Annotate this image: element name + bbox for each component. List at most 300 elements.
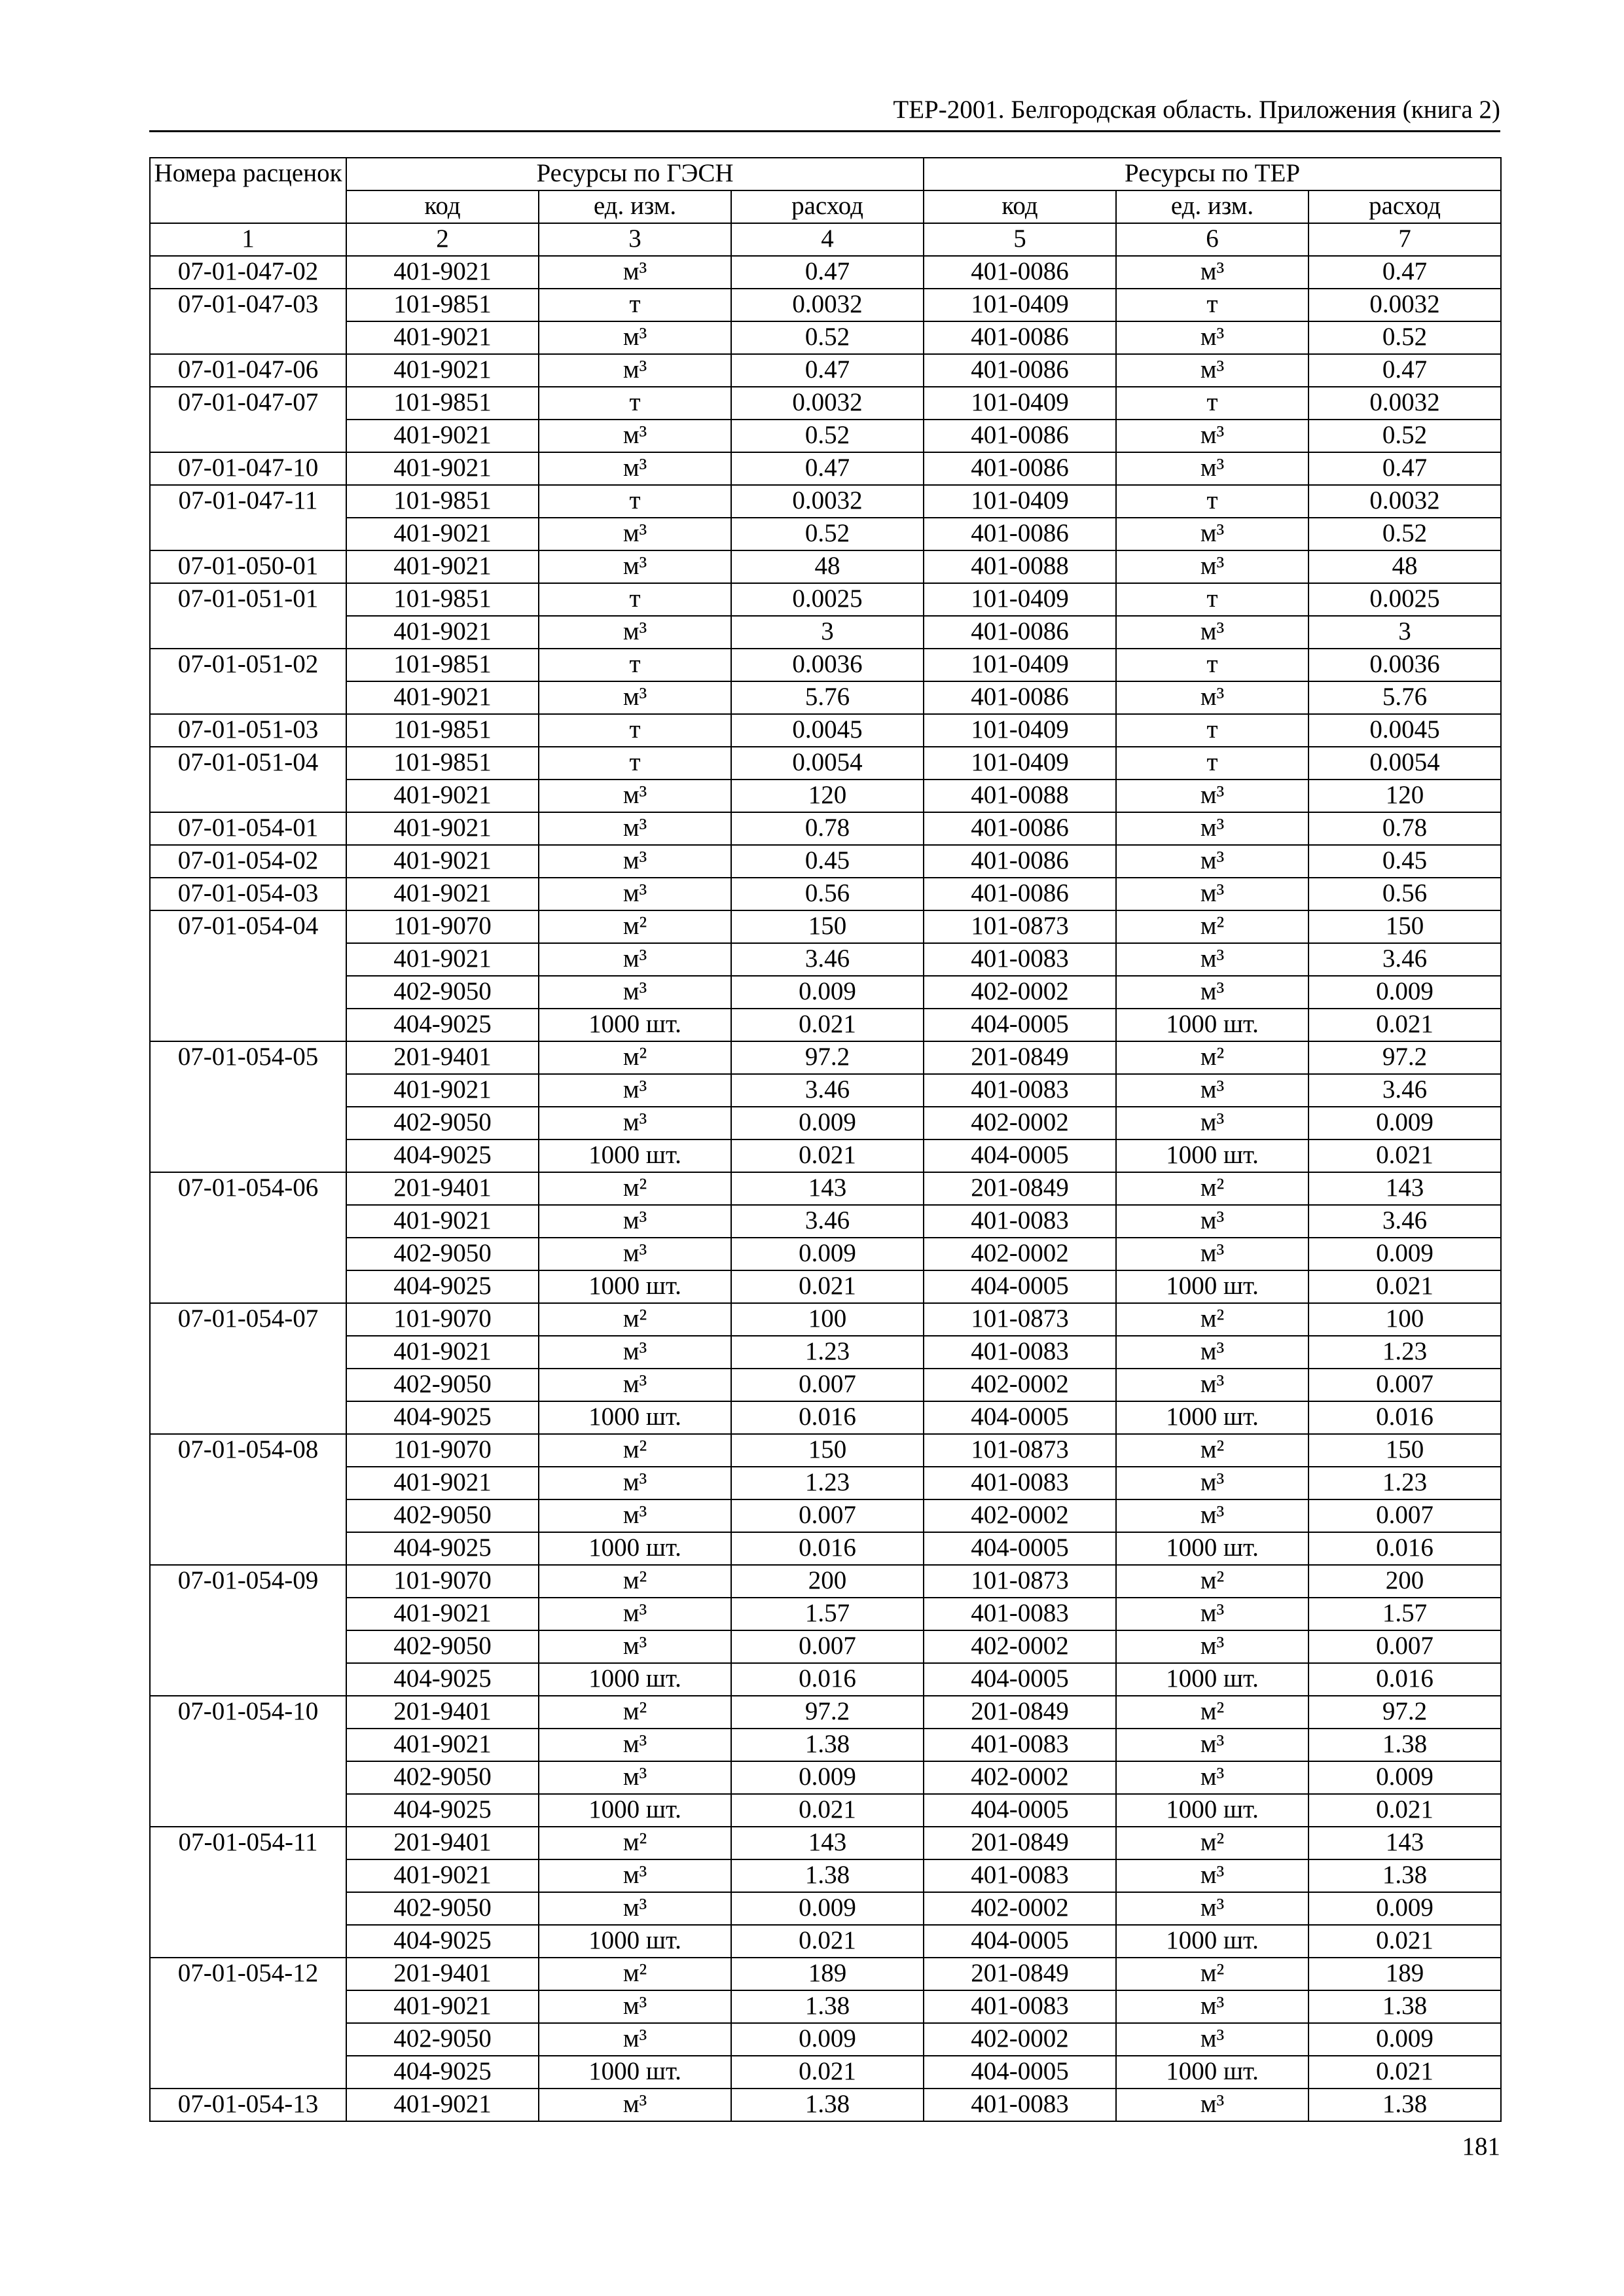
gesn-qty-cell: 150 xyxy=(731,910,924,943)
rate-number-cell-continued xyxy=(150,1336,346,1369)
ter-code-cell: 201-0849 xyxy=(924,1041,1116,1074)
ter-code-cell: 201-0849 xyxy=(924,1958,1116,1990)
gesn-qty-cell: 0.0025 xyxy=(731,583,924,616)
gesn-code-cell: 401-9021 xyxy=(346,452,539,485)
ter-unit-cell: м³ xyxy=(1116,616,1308,649)
gesn-qty-cell: 1.38 xyxy=(731,2089,924,2121)
gesn-code-cell: 101-9851 xyxy=(346,649,539,681)
rate-number-cell-continued xyxy=(150,1729,346,1761)
gesn-unit-cell: м² xyxy=(539,1827,731,1859)
ter-unit-cell: м³ xyxy=(1116,321,1308,354)
gesn-unit-cell: м³ xyxy=(539,1074,731,1107)
gesn-unit-cell: м³ xyxy=(539,1369,731,1401)
ter-unit-cell: 1000 шт. xyxy=(1116,1139,1308,1172)
ter-unit-cell: м³ xyxy=(1116,845,1308,878)
gesn-code-cell: 401-9021 xyxy=(346,1990,539,2023)
ter-unit-cell: 1000 шт. xyxy=(1116,1401,1308,1434)
ter-qty-cell: 0.016 xyxy=(1308,1532,1501,1565)
gesn-code-cell: 401-9021 xyxy=(346,354,539,387)
ter-unit-cell: м³ xyxy=(1116,1598,1308,1630)
gesn-code-cell: 401-9021 xyxy=(346,1598,539,1630)
table-row xyxy=(150,1859,1501,1892)
ter-unit-cell: м³ xyxy=(1116,1074,1308,1107)
table-row xyxy=(150,1761,1501,1794)
ter-qty-cell: 0.0036 xyxy=(1308,649,1501,681)
gesn-qty-cell: 150 xyxy=(731,1434,924,1467)
ter-unit-cell: м³ xyxy=(1116,1369,1308,1401)
gesn-qty-cell: 0.021 xyxy=(731,1009,924,1041)
ter-code-cell: 401-0086 xyxy=(924,518,1116,550)
gesn-unit-cell: м³ xyxy=(539,1499,731,1532)
ter-qty-cell: 1.38 xyxy=(1308,2089,1501,2121)
gesn-code-cell: 402-9050 xyxy=(346,1761,539,1794)
gesn-unit-cell: м³ xyxy=(539,1892,731,1925)
table-row xyxy=(150,943,1501,976)
ter-qty-cell: 0.0032 xyxy=(1308,485,1501,518)
ter-code-cell: 401-0086 xyxy=(924,420,1116,452)
header-gesn-qty: расход xyxy=(731,190,924,223)
ter-code-cell: 101-0409 xyxy=(924,714,1116,747)
rate-number-cell-continued xyxy=(150,1892,346,1925)
ter-qty-cell: 1.38 xyxy=(1308,1859,1501,1892)
gesn-unit-cell: м³ xyxy=(539,943,731,976)
gesn-code-cell: 101-9851 xyxy=(346,387,539,420)
gesn-unit-cell: м³ xyxy=(539,878,731,910)
gesn-qty-cell: 97.2 xyxy=(731,1696,924,1729)
gesn-qty-cell: 0.78 xyxy=(731,812,924,845)
gesn-code-cell: 404-9025 xyxy=(346,1925,539,1958)
ter-code-cell: 401-0088 xyxy=(924,550,1116,583)
gesn-qty-cell: 0.009 xyxy=(731,1238,924,1270)
rate-number-cell: 07-01-054-04 xyxy=(150,910,346,943)
ter-unit-cell: 1000 шт. xyxy=(1116,1270,1308,1303)
ter-qty-cell: 0.009 xyxy=(1308,1238,1501,1270)
gesn-unit-cell: м³ xyxy=(539,780,731,812)
rate-number-cell-continued xyxy=(150,976,346,1009)
gesn-qty-cell: 0.47 xyxy=(731,256,924,289)
gesn-unit-cell: м³ xyxy=(539,1990,731,2023)
ter-code-cell: 101-0409 xyxy=(924,747,1116,780)
gesn-unit-cell: т xyxy=(539,747,731,780)
gesn-qty-cell: 0.0036 xyxy=(731,649,924,681)
gesn-code-cell: 101-9851 xyxy=(346,583,539,616)
ter-unit-cell: м³ xyxy=(1116,1499,1308,1532)
rate-number-cell-continued xyxy=(150,1630,346,1663)
header-gesn-unit: ед. изм. xyxy=(539,190,731,223)
gesn-unit-cell: м³ xyxy=(539,354,731,387)
page-number: 181 xyxy=(1462,2132,1500,2161)
gesn-code-cell: 201-9401 xyxy=(346,1696,539,1729)
rate-number-cell-continued xyxy=(150,681,346,714)
gesn-qty-cell: 1.23 xyxy=(731,1336,924,1369)
ter-qty-cell: 100 xyxy=(1308,1303,1501,1336)
gesn-unit-cell: м² xyxy=(539,1434,731,1467)
rate-number-cell: 07-01-047-11 xyxy=(150,485,346,518)
ter-qty-cell: 0.021 xyxy=(1308,1009,1501,1041)
ter-unit-cell: т xyxy=(1116,485,1308,518)
gesn-code-cell: 402-9050 xyxy=(346,2023,539,2056)
ter-qty-cell: 0.78 xyxy=(1308,812,1501,845)
rate-number-cell-continued xyxy=(150,1532,346,1565)
gesn-code-cell: 401-9021 xyxy=(346,550,539,583)
gesn-unit-cell: т xyxy=(539,289,731,321)
ter-unit-cell: м³ xyxy=(1116,1467,1308,1499)
ter-unit-cell: м³ xyxy=(1116,1238,1308,1270)
ter-code-cell: 201-0849 xyxy=(924,1827,1116,1859)
gesn-unit-cell: м² xyxy=(539,1565,731,1598)
gesn-code-cell: 201-9401 xyxy=(346,1041,539,1074)
ter-code-cell: 402-0002 xyxy=(924,976,1116,1009)
ter-unit-cell: 1000 шт. xyxy=(1116,1532,1308,1565)
ter-unit-cell: м³ xyxy=(1116,780,1308,812)
table-row xyxy=(150,1467,1501,1499)
rate-number-cell-continued xyxy=(150,2023,346,2056)
gesn-qty-cell: 1.57 xyxy=(731,1598,924,1630)
gesn-unit-cell: м³ xyxy=(539,812,731,845)
ter-unit-cell: т xyxy=(1116,387,1308,420)
ter-qty-cell: 200 xyxy=(1308,1565,1501,1598)
gesn-code-cell: 401-9021 xyxy=(346,321,539,354)
gesn-unit-cell: м³ xyxy=(539,1859,731,1892)
rate-number-cell: 07-01-054-08 xyxy=(150,1434,346,1467)
ter-code-cell: 402-0002 xyxy=(924,2023,1116,2056)
ter-unit-cell: м³ xyxy=(1116,812,1308,845)
table-row xyxy=(150,1958,1501,1990)
gesn-qty-cell: 1.38 xyxy=(731,1729,924,1761)
rate-number-cell: 07-01-054-01 xyxy=(150,812,346,845)
gesn-qty-cell: 0.009 xyxy=(731,1892,924,1925)
rate-number-cell: 07-01-054-12 xyxy=(150,1958,346,1990)
table-row xyxy=(150,1827,1501,1859)
rate-number-cell-continued xyxy=(150,616,346,649)
rate-number-cell-continued xyxy=(150,1205,346,1238)
table-row xyxy=(150,485,1501,518)
ter-qty-cell: 3.46 xyxy=(1308,1205,1501,1238)
gesn-code-cell: 401-9021 xyxy=(346,878,539,910)
gesn-qty-cell: 0.021 xyxy=(731,2056,924,2089)
gesn-qty-cell: 0.007 xyxy=(731,1499,924,1532)
table-row xyxy=(150,1794,1501,1827)
gesn-qty-cell: 0.021 xyxy=(731,1139,924,1172)
gesn-unit-cell: м³ xyxy=(539,1336,731,1369)
ter-code-cell: 402-0002 xyxy=(924,1107,1116,1139)
ter-unit-cell: м³ xyxy=(1116,1859,1308,1892)
gesn-qty-cell: 0.009 xyxy=(731,2023,924,2056)
ter-qty-cell: 3.46 xyxy=(1308,1074,1501,1107)
gesn-unit-cell: м³ xyxy=(539,1729,731,1761)
gesn-code-cell: 201-9401 xyxy=(346,1827,539,1859)
table-row xyxy=(150,1270,1501,1303)
table-row xyxy=(150,420,1501,452)
rate-number-cell-continued xyxy=(150,1499,346,1532)
ter-qty-cell: 0.009 xyxy=(1308,1892,1501,1925)
gesn-code-cell: 101-9851 xyxy=(346,485,539,518)
table-row xyxy=(150,714,1501,747)
ter-unit-cell: 1000 шт. xyxy=(1116,1794,1308,1827)
table-row xyxy=(150,976,1501,1009)
table-row xyxy=(150,1565,1501,1598)
gesn-unit-cell: м³ xyxy=(539,518,731,550)
rate-number-cell-continued xyxy=(150,2056,346,2089)
ter-code-cell: 101-0873 xyxy=(924,1434,1116,1467)
ter-qty-cell: 120 xyxy=(1308,780,1501,812)
ter-unit-cell: 1000 шт. xyxy=(1116,1663,1308,1696)
ter-unit-cell: м³ xyxy=(1116,1761,1308,1794)
ter-code-cell: 401-0088 xyxy=(924,780,1116,812)
column-number: 2 xyxy=(346,223,539,256)
ter-code-cell: 101-0409 xyxy=(924,649,1116,681)
ter-qty-cell: 0.016 xyxy=(1308,1663,1501,1696)
table-row xyxy=(150,1990,1501,2023)
ter-unit-cell: 1000 шт. xyxy=(1116,2056,1308,2089)
table-row xyxy=(150,910,1501,943)
gesn-code-cell: 401-9021 xyxy=(346,681,539,714)
ter-code-cell: 401-0083 xyxy=(924,1205,1116,1238)
gesn-code-cell: 401-9021 xyxy=(346,420,539,452)
column-numbers-row xyxy=(150,223,1501,256)
ter-qty-cell: 1.23 xyxy=(1308,1336,1501,1369)
ter-code-cell: 401-0086 xyxy=(924,878,1116,910)
ter-qty-cell: 150 xyxy=(1308,1434,1501,1467)
table-row xyxy=(150,1238,1501,1270)
column-number: 4 xyxy=(731,223,924,256)
gesn-qty-cell: 0.016 xyxy=(731,1401,924,1434)
rate-number-cell: 07-01-054-02 xyxy=(150,845,346,878)
gesn-code-cell: 402-9050 xyxy=(346,976,539,1009)
table-row xyxy=(150,1532,1501,1565)
rate-number-cell-continued xyxy=(150,943,346,976)
gesn-code-cell: 101-9851 xyxy=(346,714,539,747)
ter-qty-cell: 0.021 xyxy=(1308,1270,1501,1303)
table-row xyxy=(150,1369,1501,1401)
gesn-qty-cell: 0.021 xyxy=(731,1270,924,1303)
table-row xyxy=(150,1074,1501,1107)
ter-unit-cell: м³ xyxy=(1116,550,1308,583)
ter-qty-cell: 1.57 xyxy=(1308,1598,1501,1630)
ter-qty-cell: 0.009 xyxy=(1308,1107,1501,1139)
rate-number-cell-continued xyxy=(150,1761,346,1794)
column-number: 5 xyxy=(924,223,1116,256)
ter-code-cell: 404-0005 xyxy=(924,1663,1116,1696)
gesn-qty-cell: 0.016 xyxy=(731,1663,924,1696)
table-row xyxy=(150,2089,1501,2121)
ter-code-cell: 401-0086 xyxy=(924,452,1116,485)
gesn-code-cell: 402-9050 xyxy=(346,1499,539,1532)
gesn-unit-cell: 1000 шт. xyxy=(539,2056,731,2089)
ter-code-cell: 401-0086 xyxy=(924,616,1116,649)
gesn-unit-cell: т xyxy=(539,485,731,518)
rate-number-cell: 07-01-054-10 xyxy=(150,1696,346,1729)
ter-code-cell: 404-0005 xyxy=(924,1925,1116,1958)
ter-code-cell: 401-0083 xyxy=(924,1074,1116,1107)
gesn-code-cell: 404-9025 xyxy=(346,1009,539,1041)
ter-code-cell: 101-0409 xyxy=(924,289,1116,321)
ter-unit-cell: м³ xyxy=(1116,681,1308,714)
rate-number-cell: 07-01-054-06 xyxy=(150,1172,346,1205)
table-row xyxy=(150,1696,1501,1729)
gesn-qty-cell: 0.47 xyxy=(731,452,924,485)
table-row xyxy=(150,354,1501,387)
ter-code-cell: 402-0002 xyxy=(924,1630,1116,1663)
gesn-qty-cell: 48 xyxy=(731,550,924,583)
gesn-unit-cell: м³ xyxy=(539,2089,731,2121)
table-row xyxy=(150,747,1501,780)
table-row xyxy=(150,1107,1501,1139)
ter-code-cell: 101-0873 xyxy=(924,910,1116,943)
gesn-code-cell: 101-9851 xyxy=(346,747,539,780)
table-row xyxy=(150,1434,1501,1467)
table-row xyxy=(150,1401,1501,1434)
ter-unit-cell: м² xyxy=(1116,1303,1308,1336)
table-row xyxy=(150,518,1501,550)
gesn-unit-cell: м³ xyxy=(539,1238,731,1270)
gesn-unit-cell: м³ xyxy=(539,321,731,354)
ter-code-cell: 401-0083 xyxy=(924,1859,1116,1892)
ter-qty-cell: 5.76 xyxy=(1308,681,1501,714)
table-row xyxy=(150,1205,1501,1238)
rate-number-cell: 07-01-051-01 xyxy=(150,583,346,616)
gesn-code-cell: 101-9070 xyxy=(346,910,539,943)
ter-unit-cell: т xyxy=(1116,289,1308,321)
gesn-unit-cell: м³ xyxy=(539,845,731,878)
rate-number-cell-continued xyxy=(150,1139,346,1172)
gesn-qty-cell: 0.007 xyxy=(731,1369,924,1401)
rate-number-cell-continued xyxy=(150,1598,346,1630)
column-number: 3 xyxy=(539,223,731,256)
ter-qty-cell: 0.021 xyxy=(1308,1925,1501,1958)
gesn-unit-cell: м³ xyxy=(539,616,731,649)
ter-code-cell: 401-0083 xyxy=(924,943,1116,976)
table-row xyxy=(150,256,1501,289)
running-header: ТЕР-2001. Белгородская область. Приложения (книга 2) xyxy=(893,96,1500,124)
rate-number-cell: 07-01-047-03 xyxy=(150,289,346,321)
gesn-unit-cell: м³ xyxy=(539,452,731,485)
gesn-code-cell: 404-9025 xyxy=(346,1270,539,1303)
gesn-qty-cell: 1.38 xyxy=(731,1990,924,2023)
table-row xyxy=(150,550,1501,583)
ter-qty-cell: 0.021 xyxy=(1308,1794,1501,1827)
ter-unit-cell: м² xyxy=(1116,1827,1308,1859)
gesn-unit-cell: м³ xyxy=(539,1467,731,1499)
ter-qty-cell: 143 xyxy=(1308,1172,1501,1205)
ter-unit-cell: 1000 шт. xyxy=(1116,1009,1308,1041)
ter-code-cell: 402-0002 xyxy=(924,1761,1116,1794)
gesn-code-cell: 401-9021 xyxy=(346,1336,539,1369)
gesn-code-cell: 402-9050 xyxy=(346,1107,539,1139)
column-number: 1 xyxy=(150,223,346,256)
ter-unit-cell: м³ xyxy=(1116,1107,1308,1139)
ter-qty-cell: 0.009 xyxy=(1308,1761,1501,1794)
table-row xyxy=(150,1892,1501,1925)
table-header xyxy=(150,158,1501,256)
ter-qty-cell: 150 xyxy=(1308,910,1501,943)
table-row xyxy=(150,780,1501,812)
ter-code-cell: 401-0086 xyxy=(924,321,1116,354)
gesn-code-cell: 401-9021 xyxy=(346,812,539,845)
gesn-code-cell: 404-9025 xyxy=(346,2056,539,2089)
ter-qty-cell: 48 xyxy=(1308,550,1501,583)
gesn-qty-cell: 0.009 xyxy=(731,1761,924,1794)
gesn-qty-cell: 5.76 xyxy=(731,681,924,714)
rate-number-cell: 07-01-047-10 xyxy=(150,452,346,485)
gesn-code-cell: 401-9021 xyxy=(346,780,539,812)
ter-unit-cell: м³ xyxy=(1116,1630,1308,1663)
ter-code-cell: 401-0083 xyxy=(924,1990,1116,2023)
ter-code-cell: 404-0005 xyxy=(924,1139,1116,1172)
gesn-qty-cell: 97.2 xyxy=(731,1041,924,1074)
gesn-qty-cell: 0.0032 xyxy=(731,387,924,420)
gesn-unit-cell: м³ xyxy=(539,2023,731,2056)
header-ter-qty: расход xyxy=(1308,190,1501,223)
gesn-code-cell: 402-9050 xyxy=(346,1369,539,1401)
table-row xyxy=(150,1729,1501,1761)
rate-number-cell-continued xyxy=(150,1369,346,1401)
gesn-qty-cell: 0.009 xyxy=(731,976,924,1009)
table-row xyxy=(150,1336,1501,1369)
ter-unit-cell: м² xyxy=(1116,1434,1308,1467)
gesn-qty-cell: 3.46 xyxy=(731,943,924,976)
ter-qty-cell: 0.52 xyxy=(1308,420,1501,452)
rate-number-cell: 07-01-054-03 xyxy=(150,878,346,910)
gesn-unit-cell: м³ xyxy=(539,1761,731,1794)
ter-qty-cell: 189 xyxy=(1308,1958,1501,1990)
gesn-unit-cell: м³ xyxy=(539,681,731,714)
ter-qty-cell: 0.47 xyxy=(1308,256,1501,289)
ter-unit-cell: м² xyxy=(1116,1565,1308,1598)
rate-number-cell-continued xyxy=(150,780,346,812)
gesn-qty-cell: 0.009 xyxy=(731,1107,924,1139)
ter-qty-cell: 97.2 xyxy=(1308,1696,1501,1729)
rate-number-cell: 07-01-047-06 xyxy=(150,354,346,387)
gesn-unit-cell: 1000 шт. xyxy=(539,1009,731,1041)
ter-qty-cell: 0.52 xyxy=(1308,321,1501,354)
gesn-unit-cell: м³ xyxy=(539,1630,731,1663)
ter-qty-cell: 1.38 xyxy=(1308,1990,1501,2023)
gesn-qty-cell: 0.56 xyxy=(731,878,924,910)
ter-code-cell: 401-0086 xyxy=(924,354,1116,387)
ter-qty-cell: 97.2 xyxy=(1308,1041,1501,1074)
rate-number-cell-continued xyxy=(150,518,346,550)
ter-unit-cell: м³ xyxy=(1116,518,1308,550)
rate-number-cell-continued xyxy=(150,1925,346,1958)
gesn-code-cell: 401-9021 xyxy=(346,1859,539,1892)
gesn-qty-cell: 0.0054 xyxy=(731,747,924,780)
ter-code-cell: 402-0002 xyxy=(924,1892,1116,1925)
ter-qty-cell: 0.0054 xyxy=(1308,747,1501,780)
table-row xyxy=(150,2056,1501,2089)
gesn-qty-cell: 1.38 xyxy=(731,1859,924,1892)
rate-number-cell: 07-01-047-02 xyxy=(150,256,346,289)
table-row xyxy=(150,321,1501,354)
gesn-code-cell: 401-9021 xyxy=(346,1467,539,1499)
ter-qty-cell: 1.38 xyxy=(1308,1729,1501,1761)
table-row xyxy=(150,1663,1501,1696)
table-row xyxy=(150,878,1501,910)
rate-number-cell: 07-01-054-11 xyxy=(150,1827,346,1859)
gesn-qty-cell: 3 xyxy=(731,616,924,649)
rate-number-cell-continued xyxy=(150,1107,346,1139)
gesn-code-cell: 404-9025 xyxy=(346,1794,539,1827)
header-rate-numbers: Номера расценок xyxy=(150,158,346,223)
ter-code-cell: 401-0086 xyxy=(924,681,1116,714)
ter-code-cell: 401-0083 xyxy=(924,1729,1116,1761)
rate-number-cell-continued xyxy=(150,321,346,354)
ter-code-cell: 101-0873 xyxy=(924,1303,1116,1336)
ter-unit-cell: м² xyxy=(1116,1696,1308,1729)
gesn-qty-cell: 3.46 xyxy=(731,1074,924,1107)
table-row xyxy=(150,1499,1501,1532)
gesn-qty-cell: 0.021 xyxy=(731,1794,924,1827)
